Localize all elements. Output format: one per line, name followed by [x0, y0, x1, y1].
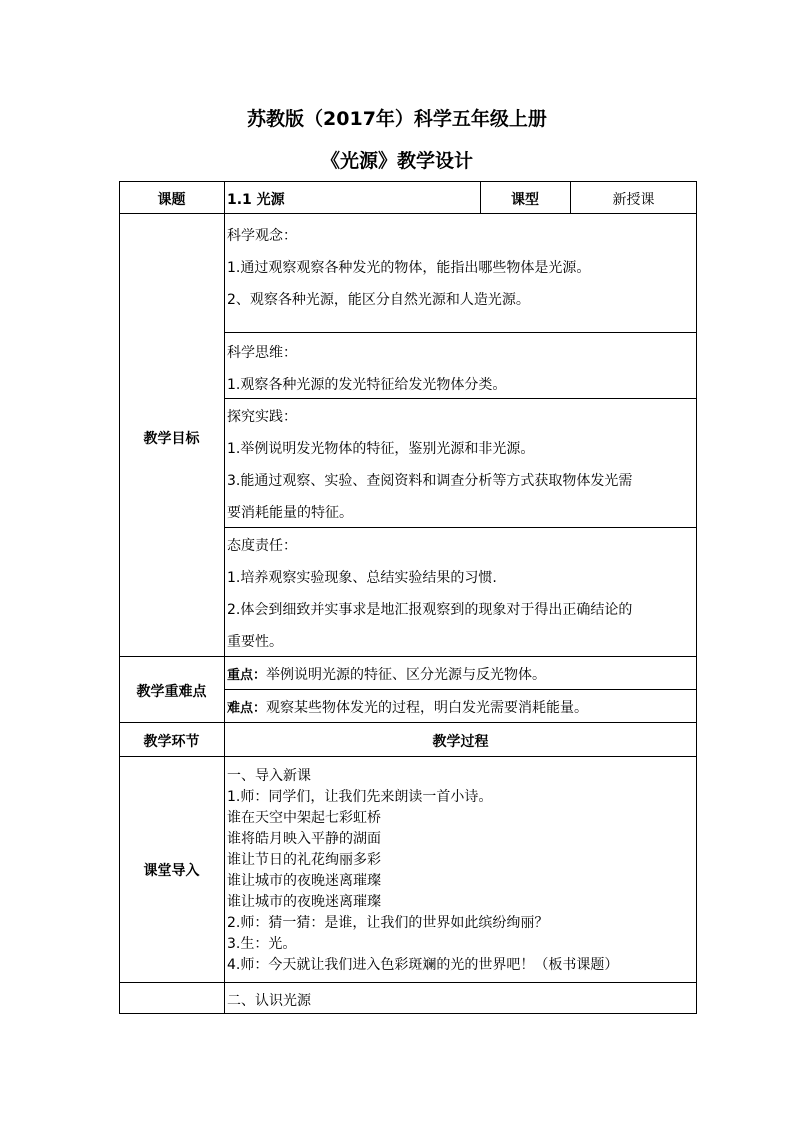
difficult-point-label: 难点：	[227, 701, 267, 716]
concept-heading: 科学观念：	[227, 228, 297, 244]
key-point-text: 举例说明光源的特征、区分光源与反光物体。	[266, 667, 547, 683]
attitude-item: 重要性。	[227, 634, 283, 650]
intro-line: 1.师：同学们，让我们先来朗读一首小诗。	[227, 789, 493, 805]
concept-item: 2、观察各种光源，能区分自然光源和人造光源。	[227, 292, 530, 308]
row-divider	[119, 656, 697, 657]
intro-line: 一、导入新课	[227, 768, 311, 784]
type-label: 课型	[511, 192, 539, 208]
key-points-label: 教学重难点	[136, 684, 207, 700]
row-divider	[119, 756, 697, 757]
attitude-item: 1.培养观察实验现象、总结实验结果的习惯.	[227, 570, 497, 586]
row-divider	[119, 722, 697, 723]
column-divider	[224, 181, 225, 1014]
attitude-item: 2.体会到细致并实事求是地汇报观察到的现象对于得出正确结论的	[227, 602, 633, 618]
thinking-heading: 科学思维：	[227, 345, 297, 361]
objectives-label: 教学目标	[143, 431, 200, 447]
key-point-label: 重点：	[227, 668, 267, 683]
intro-line: 谁让城市的夜晚迷离璀璨	[227, 873, 381, 889]
document-subtitle: 《光源》教学设计	[320, 150, 473, 172]
difficult-point-row	[227, 697, 588, 717]
practice-item: 要消耗能量的特征。	[227, 505, 353, 521]
difficult-point-text: 观察某些物体发光的过程，明白发光需要消耗能量。	[266, 700, 589, 716]
row-divider	[224, 332, 697, 333]
row-divider	[119, 213, 697, 214]
practice-heading: 探究实践：	[227, 409, 297, 425]
intro-line: 2.师：猜一猜：是谁，让我们的世界如此缤纷绚丽？	[227, 915, 549, 931]
intro-line: 谁让城市的夜晚迷离璀璨	[227, 894, 381, 910]
attitude-heading: 态度责任：	[227, 538, 297, 554]
row-divider	[224, 398, 697, 399]
stage-header: 教学环节	[143, 734, 200, 750]
row-divider	[224, 527, 697, 528]
intro-line: 谁在天空中架起七彩虹桥	[227, 810, 381, 826]
concept-item: 1.通过观察观察各种发光的物体，能指出哪些物体是光源。	[227, 260, 591, 276]
intro-line: 4.师：今天就让我们进入色彩斑斓的光的世界吧！（板书课题）	[227, 957, 619, 973]
intro-line: 谁将皓月映入平静的湖面	[227, 831, 381, 847]
thinking-item: 1.观察各种光源的发光特征给发光物体分类。	[227, 377, 507, 393]
practice-item: 3.能通过观察、实验、查阅资料和调查分析等方式获取物体发光需	[227, 473, 633, 489]
section-heading: 二、认识光源	[227, 993, 311, 1009]
practice-item: 1.举例说明发光物体的特征，鉴别光源和非光源。	[227, 441, 535, 457]
type-value: 新授课	[612, 192, 655, 208]
row-divider	[119, 982, 697, 983]
document-title: 苏教版（2017年）科学五年级上册	[247, 108, 547, 130]
row-divider	[224, 689, 697, 690]
topic-value: 1.1 光源	[227, 192, 285, 208]
intro-line: 谁让节日的礼花绚丽多彩	[227, 852, 381, 868]
key-point-row	[227, 664, 546, 684]
process-header: 教学过程	[432, 734, 489, 750]
intro-label: 课堂导入	[143, 863, 200, 879]
intro-line: 3.生：光。	[227, 936, 297, 952]
topic-label: 课题	[157, 192, 186, 208]
